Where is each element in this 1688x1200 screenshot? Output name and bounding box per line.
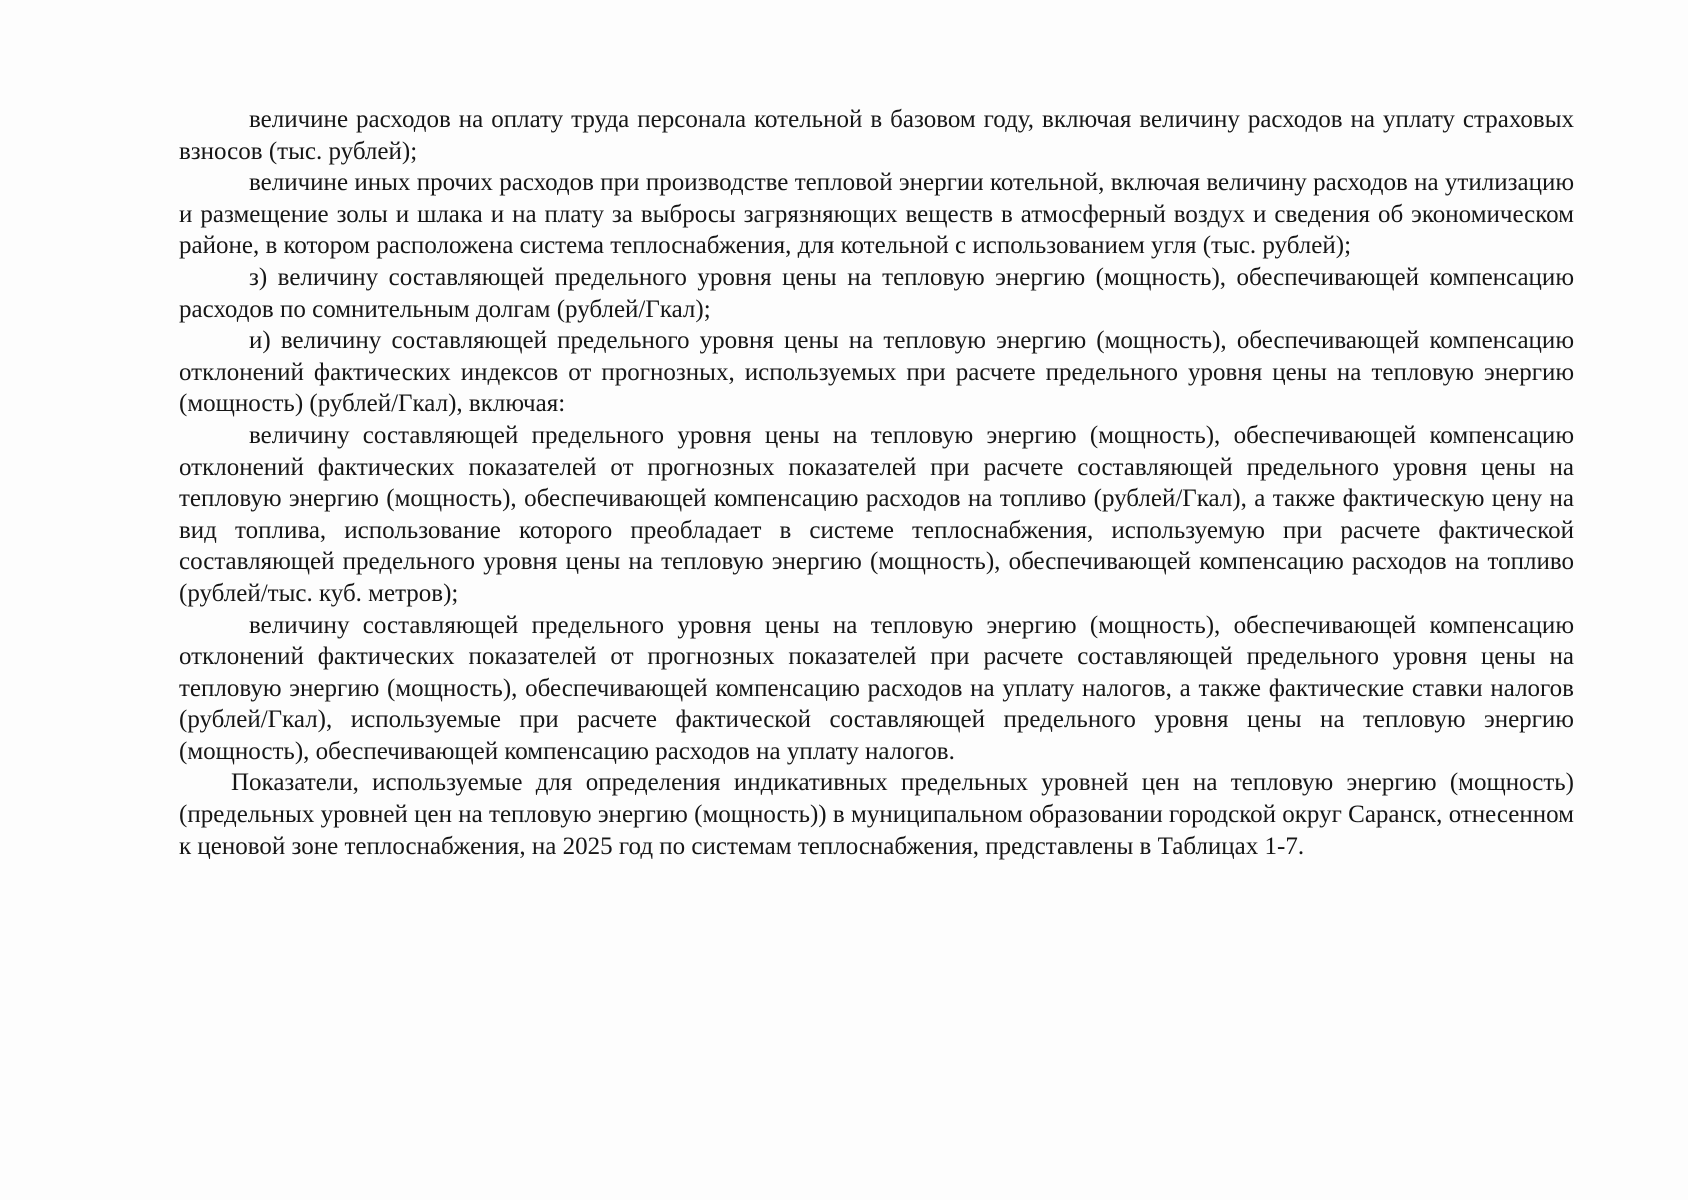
document-body [179, 104, 1574, 862]
paragraph-fuel-deviation: величину составляющей предельного уровня цены на тепловую энергию (мощность), обеспечивающей компенсацию отклонений фактических показателей от прогнозных показателей при расчете составляющей предельного уровня цены на тепловую энергию (мощность), обеспечивающей компенсацию расходов на топливо (рублей/Гкал), а также фактическую цену на вид топлива, использование которого преобладает в системе теплоснабжения, используемую при расчете фактической составляющей предельного уровня цены на тепловую энергию (мощность), обеспечивающей компенсацию расходов на топливо (рублей/тыс. куб. метров); [179, 421, 1574, 607]
paragraph-other-costs: величине иных прочих расходов при производстве тепловой энергии котельной, включая величину расходов на утилизацию и размещение золы и шлака и на плату за выбросы загрязняющих веществ в атмосферный воздух и сведения об экономическом районе, в котором расположена система теплоснабжения, для котельной с использованием угля (тыс. рублей); [179, 169, 1574, 260]
paragraph-item-i: и) величину составляющей предельного уровня цены на тепловую энергию (мощность), обеспечивающей компенсацию отклонений фактических индексов от прогнозных, используемых при расчете предельного уровня цены на тепловую энергию (мощность) (рублей/Гкал), включая: [179, 327, 1574, 418]
paragraph-item-z: з) величину составляющей предельного уровня цены на тепловую энергию (мощность), обеспечивающей компенсацию расходов по сомнительным долгам (рублей/Гкал); [179, 263, 1574, 323]
paragraph-staff-costs: величине расходов на оплату труда персонала котельной в базовом году, включая величину расходов на уплату страховых взносов (тыс. рублей); [179, 106, 1574, 165]
paragraph-tax-deviation: величину составляющей предельного уровня цены на тепловую энергию (мощность), обеспечивающей компенсацию отклонений фактических показателей от прогнозных показателей при расчете составляющей предельного уровня цены на тепловую энергию (мощность), обеспечивающей компенсацию расходов на уплату налогов, а также фактические ставки налогов (рублей/Гкал), используемые при расчете фактической составляющей предельного уровня цены на тепловую энергию (мощность), обеспечивающей компенсацию расходов на уплату налогов. [179, 611, 1574, 765]
paragraph-indicators-summary: Показатели, используемые для определения индикативных предельных уровней цен на тепловую энергию (мощность) (предельных уровней цен на тепловую энергию (мощность)) в муниципальном образовании городской округ Саранск, отнесенном к ценовой зоне теплоснабжения, на 2025 год по системам теплоснабжения, представлены в Таблицах 1-7. [179, 769, 1574, 860]
